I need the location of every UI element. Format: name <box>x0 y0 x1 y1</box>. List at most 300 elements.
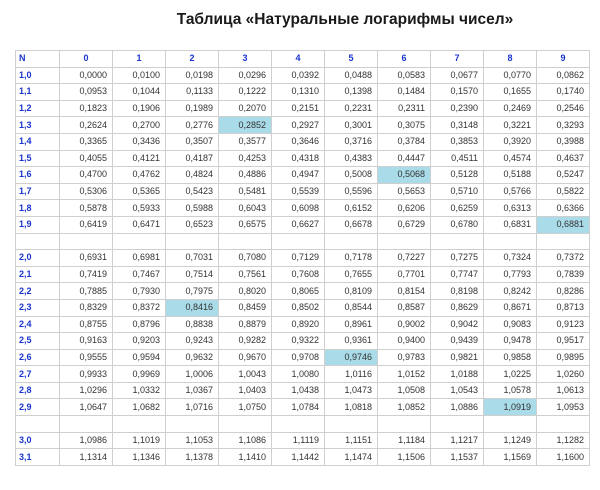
value-cell: 1,1378 <box>166 449 219 466</box>
value-cell: 0,3221 <box>484 117 537 134</box>
row-header-cell: 2,4 <box>16 316 60 333</box>
table-row <box>16 216 590 233</box>
empty-cell <box>113 416 166 433</box>
empty-cell <box>325 416 378 433</box>
value-cell: 0,2151 <box>272 100 325 117</box>
value-cell: 0,5653 <box>378 183 431 200</box>
value-cell: 0,4447 <box>378 150 431 167</box>
value-cell: 0,9858 <box>484 349 537 366</box>
value-cell: 1,0080 <box>272 366 325 383</box>
value-cell: 0,3293 <box>537 117 590 134</box>
value-cell: 1,0852 <box>378 399 431 416</box>
column-header: 8 <box>484 51 537 68</box>
value-cell: 0,5933 <box>113 200 166 217</box>
value-cell: 0,2776 <box>166 117 219 134</box>
row-header-cell: 1,3 <box>16 117 60 134</box>
highlighted-value-cell: 0,8416 <box>166 299 219 316</box>
value-cell: 0,4886 <box>219 167 272 184</box>
value-cell: 0,6627 <box>272 216 325 233</box>
row-header-cell: 3,0 <box>16 432 60 449</box>
spacer-row <box>16 233 590 250</box>
empty-cell <box>378 233 431 250</box>
value-cell: 0,5766 <box>484 183 537 200</box>
value-cell: 0,3920 <box>484 133 537 150</box>
row-header-cell: 2,3 <box>16 299 60 316</box>
value-cell: 0,3646 <box>272 133 325 150</box>
value-cell: 0,1655 <box>484 84 537 101</box>
value-cell: 0,9163 <box>60 333 113 350</box>
value-cell: 0,2624 <box>60 117 113 134</box>
value-cell: 0,7747 <box>431 266 484 283</box>
value-cell: 0,7275 <box>431 250 484 267</box>
value-cell: 0,9517 <box>537 333 590 350</box>
row-header-cell: 1,6 <box>16 167 60 184</box>
row-header-cell: 1,0 <box>16 67 60 84</box>
value-cell: 0,8109 <box>325 283 378 300</box>
value-cell: 0,9361 <box>325 333 378 350</box>
value-cell: 0,4700 <box>60 167 113 184</box>
value-cell: 0,8020 <box>219 283 272 300</box>
value-cell: 0,0198 <box>166 67 219 84</box>
table-row <box>16 366 590 383</box>
value-cell: 0,3436 <box>113 133 166 150</box>
value-cell: 0,5710 <box>431 183 484 200</box>
row-header-cell: 2,6 <box>16 349 60 366</box>
value-cell: 0,8242 <box>484 283 537 300</box>
value-cell: 0,9933 <box>60 366 113 383</box>
value-cell: 0,9203 <box>113 333 166 350</box>
value-cell: 0,6098 <box>272 200 325 217</box>
value-cell: 1,0438 <box>272 382 325 399</box>
empty-cell <box>272 233 325 250</box>
value-cell: 0,9632 <box>166 349 219 366</box>
value-cell: 0,4637 <box>537 150 590 167</box>
empty-cell <box>16 233 60 250</box>
value-cell: 0,9123 <box>537 316 590 333</box>
value-cell: 0,5539 <box>272 183 325 200</box>
header-corner-cell: N <box>16 51 60 68</box>
value-cell: 0,1570 <box>431 84 484 101</box>
empty-cell <box>484 416 537 433</box>
value-cell: 0,0000 <box>60 67 113 84</box>
value-cell: 0,3988 <box>537 133 590 150</box>
value-cell: 0,1740 <box>537 84 590 101</box>
value-cell: 0,8629 <box>431 299 484 316</box>
row-header-cell: 2,2 <box>16 283 60 300</box>
value-cell: 0,0100 <box>113 67 166 84</box>
value-cell: 1,1410 <box>219 449 272 466</box>
empty-cell <box>325 233 378 250</box>
column-header: 0 <box>60 51 113 68</box>
value-cell: 0,0392 <box>272 67 325 84</box>
value-cell: 1,0578 <box>484 382 537 399</box>
value-cell: 1,0750 <box>219 399 272 416</box>
value-cell: 1,0986 <box>60 432 113 449</box>
column-header: 2 <box>166 51 219 68</box>
row-header-cell: 2,5 <box>16 333 60 350</box>
value-cell: 1,0116 <box>325 366 378 383</box>
value-cell: 0,1906 <box>113 100 166 117</box>
table-row <box>16 133 590 150</box>
value-cell: 0,5128 <box>431 167 484 184</box>
value-cell: 0,6780 <box>431 216 484 233</box>
value-cell: 1,1217 <box>431 432 484 449</box>
value-cell: 1,0613 <box>537 382 590 399</box>
value-cell: 0,9322 <box>272 333 325 350</box>
row-header-cell: 2,7 <box>16 366 60 383</box>
table-row <box>16 183 590 200</box>
row-header-cell: 1,5 <box>16 150 60 167</box>
value-cell: 0,6419 <box>60 216 113 233</box>
value-cell: 0,3716 <box>325 133 378 150</box>
value-cell: 0,8961 <box>325 316 378 333</box>
empty-cell <box>166 416 219 433</box>
column-header: 7 <box>431 51 484 68</box>
value-cell: 0,6523 <box>166 216 219 233</box>
value-cell: 0,2469 <box>484 100 537 117</box>
value-cell: 0,8065 <box>272 283 325 300</box>
value-cell: 0,6831 <box>484 216 537 233</box>
value-cell: 0,8671 <box>484 299 537 316</box>
value-cell: 1,0647 <box>60 399 113 416</box>
value-cell: 0,6575 <box>219 216 272 233</box>
value-cell: 1,1314 <box>60 449 113 466</box>
value-cell: 0,7701 <box>378 266 431 283</box>
value-cell: 1,0188 <box>431 366 484 383</box>
value-cell: 0,1989 <box>166 100 219 117</box>
value-cell: 0,8920 <box>272 316 325 333</box>
empty-cell <box>537 416 590 433</box>
value-cell: 0,9555 <box>60 349 113 366</box>
empty-cell <box>272 416 325 433</box>
value-cell: 0,7372 <box>537 250 590 267</box>
value-cell: 0,8286 <box>537 283 590 300</box>
value-cell: 0,8796 <box>113 316 166 333</box>
empty-cell <box>219 233 272 250</box>
value-cell: 0,1133 <box>166 84 219 101</box>
table-row <box>16 399 590 416</box>
value-cell: 1,1506 <box>378 449 431 466</box>
value-cell: 0,7467 <box>113 266 166 283</box>
highlighted-value-cell: 0,2852 <box>219 117 272 134</box>
table-row <box>16 449 590 466</box>
value-cell: 1,1442 <box>272 449 325 466</box>
value-cell: 1,1119 <box>272 432 325 449</box>
row-header-cell: 2,9 <box>16 399 60 416</box>
value-cell: 0,4253 <box>219 150 272 167</box>
value-cell: 0,8372 <box>113 299 166 316</box>
value-cell: 0,1044 <box>113 84 166 101</box>
empty-cell <box>431 416 484 433</box>
empty-cell <box>431 233 484 250</box>
row-header-cell: 2,1 <box>16 266 60 283</box>
value-cell: 1,0953 <box>537 399 590 416</box>
value-cell: 0,8154 <box>378 283 431 300</box>
value-cell: 0,5247 <box>537 167 590 184</box>
column-header: 1 <box>113 51 166 68</box>
table-row <box>16 200 590 217</box>
row-header-cell: 1,2 <box>16 100 60 117</box>
value-cell: 0,9400 <box>378 333 431 350</box>
column-header: 6 <box>378 51 431 68</box>
value-cell: 0,1222 <box>219 84 272 101</box>
value-cell: 1,0296 <box>60 382 113 399</box>
value-cell: 0,4055 <box>60 150 113 167</box>
value-cell: 0,0296 <box>219 67 272 84</box>
value-cell: 1,0784 <box>272 399 325 416</box>
value-cell: 0,7839 <box>537 266 590 283</box>
table-row <box>16 150 590 167</box>
value-cell: 0,7227 <box>378 250 431 267</box>
row-header-cell: 1,4 <box>16 133 60 150</box>
value-cell: 0,2927 <box>272 117 325 134</box>
value-cell: 0,6981 <box>113 250 166 267</box>
value-cell: 0,0953 <box>60 84 113 101</box>
value-cell: 0,4574 <box>484 150 537 167</box>
value-cell: 0,4121 <box>113 150 166 167</box>
empty-cell <box>16 416 60 433</box>
value-cell: 1,0043 <box>219 366 272 383</box>
value-cell: 0,7080 <box>219 250 272 267</box>
value-cell: 0,7561 <box>219 266 272 283</box>
value-cell: 0,7885 <box>60 283 113 300</box>
value-cell: 0,7608 <box>272 266 325 283</box>
value-cell: 1,0818 <box>325 399 378 416</box>
value-cell: 0,1398 <box>325 84 378 101</box>
value-cell: 0,9895 <box>537 349 590 366</box>
value-cell: 0,4383 <box>325 150 378 167</box>
value-cell: 0,6931 <box>60 250 113 267</box>
value-cell: 0,8713 <box>537 299 590 316</box>
value-cell: 0,7178 <box>325 250 378 267</box>
empty-cell <box>60 416 113 433</box>
table-row <box>16 349 590 366</box>
value-cell: 0,7975 <box>166 283 219 300</box>
value-cell: 0,5822 <box>537 183 590 200</box>
value-cell: 0,0862 <box>537 67 590 84</box>
value-cell: 0,1310 <box>272 84 325 101</box>
value-cell: 0,6206 <box>378 200 431 217</box>
table-header-row <box>16 51 590 68</box>
value-cell: 1,0508 <box>378 382 431 399</box>
value-cell: 1,1474 <box>325 449 378 466</box>
value-cell: 0,6259 <box>431 200 484 217</box>
empty-cell <box>60 233 113 250</box>
value-cell: 0,8755 <box>60 316 113 333</box>
empty-cell <box>166 233 219 250</box>
value-cell: 0,9821 <box>431 349 484 366</box>
column-header: 3 <box>219 51 272 68</box>
page-title: Таблица «Натуральные логарифмы чисел» <box>176 11 514 28</box>
highlighted-value-cell: 0,5068 <box>378 167 431 184</box>
highlighted-value-cell: 0,9746 <box>325 349 378 366</box>
value-cell: 0,6729 <box>378 216 431 233</box>
empty-cell <box>537 233 590 250</box>
value-cell: 0,8459 <box>219 299 272 316</box>
table-row <box>16 299 590 316</box>
value-cell: 0,8587 <box>378 299 431 316</box>
table-row <box>16 67 590 84</box>
table-row <box>16 100 590 117</box>
value-cell: 0,9670 <box>219 349 272 366</box>
value-cell: 0,2390 <box>431 100 484 117</box>
highlighted-value-cell: 1,0919 <box>484 399 537 416</box>
value-cell: 0,3784 <box>378 133 431 150</box>
value-cell: 0,5365 <box>113 183 166 200</box>
row-header-cell: 1,8 <box>16 200 60 217</box>
value-cell: 0,3853 <box>431 133 484 150</box>
value-cell: 0,2546 <box>537 100 590 117</box>
value-cell: 0,7324 <box>484 250 537 267</box>
column-header: 4 <box>272 51 325 68</box>
value-cell: 0,5188 <box>484 167 537 184</box>
value-cell: 0,3148 <box>431 117 484 134</box>
spacer-row <box>16 416 590 433</box>
value-cell: 1,1086 <box>219 432 272 449</box>
table-row <box>16 117 590 134</box>
table-row <box>16 266 590 283</box>
value-cell: 1,0682 <box>113 399 166 416</box>
value-cell: 0,7031 <box>166 250 219 267</box>
table-row <box>16 84 590 101</box>
empty-cell <box>219 416 272 433</box>
value-cell: 0,3577 <box>219 133 272 150</box>
empty-cell <box>113 233 166 250</box>
table-body <box>16 67 590 465</box>
column-header: 5 <box>325 51 378 68</box>
value-cell: 0,5481 <box>219 183 272 200</box>
value-cell: 1,1249 <box>484 432 537 449</box>
value-cell: 0,9783 <box>378 349 431 366</box>
value-cell: 1,1346 <box>113 449 166 466</box>
value-cell: 0,7129 <box>272 250 325 267</box>
value-cell: 0,8329 <box>60 299 113 316</box>
highlighted-value-cell: 0,6881 <box>537 216 590 233</box>
value-cell: 1,1184 <box>378 432 431 449</box>
value-cell: 1,0886 <box>431 399 484 416</box>
value-cell: 0,5008 <box>325 167 378 184</box>
value-cell: 0,9478 <box>484 333 537 350</box>
value-cell: 1,1600 <box>537 449 590 466</box>
value-cell: 0,9243 <box>166 333 219 350</box>
value-cell: 0,9042 <box>431 316 484 333</box>
table-row <box>16 316 590 333</box>
value-cell: 0,2700 <box>113 117 166 134</box>
empty-cell <box>484 233 537 250</box>
value-cell: 1,1282 <box>537 432 590 449</box>
table-row <box>16 167 590 184</box>
value-cell: 0,9594 <box>113 349 166 366</box>
value-cell: 0,6366 <box>537 200 590 217</box>
value-cell: 0,5596 <box>325 183 378 200</box>
table-row <box>16 333 590 350</box>
value-cell: 0,9002 <box>378 316 431 333</box>
value-cell: 0,8544 <box>325 299 378 316</box>
value-cell: 0,4947 <box>272 167 325 184</box>
value-cell: 0,2070 <box>219 100 272 117</box>
value-cell: 0,6471 <box>113 216 166 233</box>
value-cell: 0,8198 <box>431 283 484 300</box>
row-header-cell: 1,9 <box>16 216 60 233</box>
value-cell: 0,7655 <box>325 266 378 283</box>
logarithm-table <box>15 50 590 466</box>
value-cell: 1,1053 <box>166 432 219 449</box>
value-cell: 0,5878 <box>60 200 113 217</box>
value-cell: 0,3365 <box>60 133 113 150</box>
value-cell: 0,5306 <box>60 183 113 200</box>
value-cell: 1,0152 <box>378 366 431 383</box>
value-cell: 0,1823 <box>60 100 113 117</box>
row-header-cell: 2,0 <box>16 250 60 267</box>
value-cell: 0,9282 <box>219 333 272 350</box>
value-cell: 0,6043 <box>219 200 272 217</box>
row-header-cell: 3,1 <box>16 449 60 466</box>
value-cell: 0,0770 <box>484 67 537 84</box>
row-header-cell: 1,1 <box>16 84 60 101</box>
value-cell: 0,0583 <box>378 67 431 84</box>
value-cell: 0,2311 <box>378 100 431 117</box>
value-cell: 1,0006 <box>166 366 219 383</box>
value-cell: 0,0677 <box>431 67 484 84</box>
value-cell: 0,3075 <box>378 117 431 134</box>
empty-cell <box>378 416 431 433</box>
table-row <box>16 250 590 267</box>
value-cell: 0,6678 <box>325 216 378 233</box>
table-row <box>16 432 590 449</box>
value-cell: 0,0488 <box>325 67 378 84</box>
value-cell: 0,8838 <box>166 316 219 333</box>
value-cell: 1,0473 <box>325 382 378 399</box>
value-cell: 0,9439 <box>431 333 484 350</box>
value-cell: 0,7514 <box>166 266 219 283</box>
value-cell: 0,4318 <box>272 150 325 167</box>
table-row <box>16 382 590 399</box>
value-cell: 0,6313 <box>484 200 537 217</box>
value-cell: 0,4762 <box>113 167 166 184</box>
value-cell: 1,1537 <box>431 449 484 466</box>
value-cell: 1,0367 <box>166 382 219 399</box>
value-cell: 1,0332 <box>113 382 166 399</box>
value-cell: 1,0403 <box>219 382 272 399</box>
value-cell: 0,7419 <box>60 266 113 283</box>
value-cell: 1,0716 <box>166 399 219 416</box>
value-cell: 0,3507 <box>166 133 219 150</box>
value-cell: 0,5423 <box>166 183 219 200</box>
value-cell: 0,1484 <box>378 84 431 101</box>
value-cell: 1,0260 <box>537 366 590 383</box>
column-header: 9 <box>537 51 590 68</box>
row-header-cell: 2,8 <box>16 382 60 399</box>
value-cell: 0,4187 <box>166 150 219 167</box>
table-row <box>16 283 590 300</box>
value-cell: 0,6152 <box>325 200 378 217</box>
value-cell: 0,8502 <box>272 299 325 316</box>
value-cell: 0,9708 <box>272 349 325 366</box>
value-cell: 0,7793 <box>484 266 537 283</box>
row-header-cell: 1,7 <box>16 183 60 200</box>
value-cell: 0,2231 <box>325 100 378 117</box>
value-cell: 0,5988 <box>166 200 219 217</box>
value-cell: 1,1019 <box>113 432 166 449</box>
value-cell: 0,9083 <box>484 316 537 333</box>
value-cell: 1,0225 <box>484 366 537 383</box>
value-cell: 0,4511 <box>431 150 484 167</box>
value-cell: 1,1151 <box>325 432 378 449</box>
value-cell: 0,7930 <box>113 283 166 300</box>
value-cell: 0,4824 <box>166 167 219 184</box>
value-cell: 1,0543 <box>431 382 484 399</box>
value-cell: 0,3001 <box>325 117 378 134</box>
